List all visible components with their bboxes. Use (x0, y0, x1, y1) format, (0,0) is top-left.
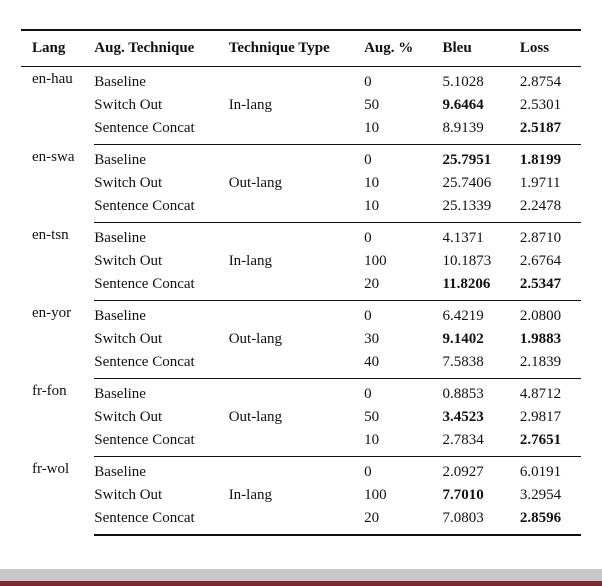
empty-cell (229, 195, 364, 223)
bleu-cell: 25.7951 (442, 152, 492, 168)
technique-cell: Switch Out (94, 331, 163, 347)
loss-cell: 2.7651 (520, 429, 581, 457)
lang-group-fr-fon (21, 379, 581, 457)
empty-cell (229, 301, 364, 329)
technique-cell: Baseline (94, 74, 146, 90)
lang-cell: fr-fon (32, 382, 67, 399)
table-row (21, 273, 581, 301)
header-technique-type: Technique Type (229, 30, 364, 67)
empty-cell (229, 457, 364, 485)
loss-cell: 2.5347 (520, 273, 581, 301)
lang-cell: en-yor (32, 304, 72, 321)
technique-cell: Switch Out (94, 175, 163, 191)
table-row (21, 328, 581, 351)
aug-pct-cell: 10 (364, 195, 442, 223)
results-table (21, 29, 581, 536)
technique-cell: Switch Out (94, 409, 163, 425)
aug-pct-cell: 100 (364, 487, 387, 503)
header-aug-technique: Aug. Technique (94, 30, 228, 67)
aug-pct-cell: 10 (364, 117, 442, 145)
aug-pct-cell: 100 (364, 253, 387, 269)
table-row (21, 94, 581, 117)
technique-cell: Sentence Concat (94, 507, 228, 535)
empty-cell (229, 273, 364, 301)
aug-pct-cell: 0 (364, 152, 372, 168)
technique-cell: Switch Out (94, 97, 163, 113)
empty-cell (229, 429, 364, 457)
type-cell: In-lang (228, 97, 273, 113)
loss-cell: 2.0800 (519, 308, 562, 324)
loss-cell: 2.8754 (519, 74, 562, 90)
loss-cell: 2.8596 (520, 507, 581, 535)
lang-group-fr-wol (21, 457, 581, 536)
table-row (21, 484, 581, 507)
bleu-cell: 9.6464 (442, 97, 484, 113)
empty-cell (229, 379, 364, 407)
bleu-cell: 6.4219 (442, 308, 484, 324)
technique-cell: Sentence Concat (94, 351, 228, 379)
bleu-cell: 7.5838 (442, 351, 519, 379)
header-row (21, 30, 581, 67)
aug-pct-cell: 0 (364, 74, 372, 90)
aug-pct-cell: 0 (364, 308, 372, 324)
header-loss: Loss (520, 30, 581, 67)
table-row (21, 379, 581, 407)
loss-cell: 6.0191 (519, 464, 562, 480)
header-bleu: Bleu (442, 30, 519, 67)
type-cell: Out-lang (228, 331, 283, 347)
bleu-cell: 25.7406 (442, 175, 492, 191)
loss-cell: 2.5187 (520, 117, 581, 145)
technique-cell: Baseline (94, 230, 146, 246)
bleu-cell: 8.9139 (442, 117, 519, 145)
loss-cell: 3.2954 (519, 487, 562, 503)
bleu-cell: 0.8853 (442, 386, 484, 402)
loss-cell: 2.9817 (519, 409, 562, 425)
loss-cell: 2.5301 (519, 97, 562, 113)
bleu-cell: 7.7010 (442, 487, 484, 503)
lang-group-en-hau (21, 67, 581, 145)
technique-cell: Sentence Concat (94, 195, 228, 223)
table-row (21, 457, 581, 485)
lang-cell: en-tsn (32, 226, 69, 243)
table-row (21, 195, 581, 223)
lang-group-en-swa (21, 145, 581, 223)
technique-cell: Baseline (94, 464, 146, 480)
bleu-cell: 7.0803 (442, 507, 519, 535)
aug-pct-cell: 50 (364, 97, 380, 113)
loss-cell: 1.9711 (519, 175, 561, 191)
table-row (21, 429, 581, 457)
aug-pct-cell: 30 (364, 331, 380, 347)
technique-cell: Baseline (94, 386, 146, 402)
technique-cell: Baseline (94, 152, 146, 168)
table-row (21, 67, 581, 95)
empty-cell (229, 117, 364, 145)
table-row (21, 351, 581, 379)
lang-cell: en-swa (32, 148, 75, 165)
table-row (21, 117, 581, 145)
empty-cell (229, 145, 364, 173)
page-footer-accent (0, 581, 602, 586)
table-row (21, 406, 581, 429)
technique-cell: Sentence Concat (94, 273, 228, 301)
bleu-cell: 2.7834 (442, 429, 519, 457)
bleu-cell: 25.1339 (442, 195, 519, 223)
type-cell: Out-lang (228, 175, 283, 191)
loss-cell: 1.8199 (519, 152, 562, 168)
type-cell: In-lang (228, 253, 273, 269)
table-row (21, 223, 581, 251)
lang-cell: en-hau (32, 71, 73, 87)
technique-cell: Switch Out (94, 253, 163, 269)
type-cell: Out-lang (228, 409, 283, 425)
table-header (21, 30, 581, 67)
bleu-cell: 5.1028 (442, 74, 484, 90)
bleu-cell: 11.8206 (442, 273, 519, 301)
lang-cell: fr-wol (32, 460, 70, 477)
bleu-cell: 9.1402 (442, 331, 484, 347)
table-row (21, 145, 581, 173)
bleu-cell: 2.0927 (442, 464, 484, 480)
technique-cell: Sentence Concat (94, 429, 228, 457)
technique-cell: Sentence Concat (94, 117, 228, 145)
header-lang: Lang (21, 30, 94, 67)
loss-cell: 4.8712 (519, 386, 562, 402)
table-row (21, 507, 581, 535)
type-cell: In-lang (228, 487, 273, 503)
aug-pct-cell: 20 (364, 507, 442, 535)
table-row (21, 250, 581, 273)
lang-group-en-yor (21, 301, 581, 379)
empty-cell (229, 67, 364, 95)
aug-pct-cell: 50 (364, 409, 380, 425)
header-aug-pct: Aug. % (364, 30, 442, 67)
aug-pct-cell: 20 (364, 273, 442, 301)
technique-cell: Switch Out (94, 487, 163, 503)
bleu-cell: 10.1873 (442, 253, 492, 269)
loss-cell: 2.2478 (520, 195, 581, 223)
bleu-cell: 3.4523 (442, 409, 484, 425)
empty-cell (229, 351, 364, 379)
aug-pct-cell: 0 (364, 464, 372, 480)
table-row (21, 172, 581, 195)
aug-pct-cell: 0 (364, 230, 372, 246)
bleu-cell: 4.1371 (442, 230, 484, 246)
aug-pct-cell: 10 (364, 429, 442, 457)
empty-cell (229, 507, 364, 535)
aug-pct-cell: 40 (364, 351, 442, 379)
loss-cell: 2.8710 (519, 230, 562, 246)
aug-pct-cell: 0 (364, 386, 372, 402)
lang-group-en-tsn (21, 223, 581, 301)
table-row (21, 301, 581, 329)
empty-cell (229, 223, 364, 251)
loss-cell: 2.1839 (520, 351, 581, 379)
aug-pct-cell: 10 (364, 175, 380, 191)
loss-cell: 2.6764 (519, 253, 562, 269)
technique-cell: Baseline (94, 308, 146, 324)
loss-cell: 1.9883 (519, 331, 562, 347)
